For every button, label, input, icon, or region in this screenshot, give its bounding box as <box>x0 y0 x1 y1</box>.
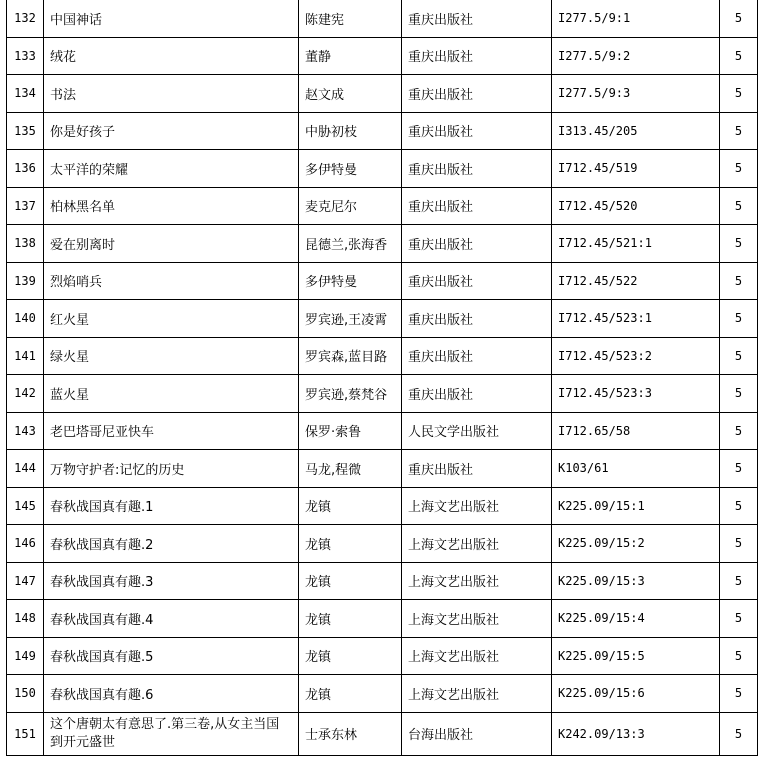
book-author: 董静 <box>299 37 402 75</box>
row-number: 141 <box>7 337 44 375</box>
book-publisher: 上海文艺出版社 <box>402 487 552 525</box>
row-number: 144 <box>7 450 44 488</box>
table-row <box>7 375 758 413</box>
book-publisher: 台海出版社 <box>402 712 552 755</box>
book-publisher: 重庆出版社 <box>402 225 552 263</box>
table-row <box>7 637 758 675</box>
row-number: 137 <box>7 187 44 225</box>
book-author: 士承东林 <box>299 712 402 755</box>
call-number: K225.09/15:3 <box>552 562 720 600</box>
book-publisher: 重庆出版社 <box>402 300 552 338</box>
call-number: K225.09/15:2 <box>552 525 720 563</box>
call-number: K242.09/13:3 <box>552 712 720 755</box>
book-title: 书法 <box>44 75 299 113</box>
book-publisher: 重庆出版社 <box>402 337 552 375</box>
book-publisher: 重庆出版社 <box>402 187 552 225</box>
book-publisher: 重庆出版社 <box>402 375 552 413</box>
call-number: K225.09/15:6 <box>552 675 720 713</box>
book-title: 中国神话 <box>44 0 299 37</box>
book-list-table <box>6 0 758 756</box>
book-author: 龙镇 <box>299 525 402 563</box>
table-row <box>7 75 758 113</box>
table-row <box>7 525 758 563</box>
book-publisher: 重庆出版社 <box>402 0 552 37</box>
table-row <box>7 675 758 713</box>
row-number: 136 <box>7 150 44 188</box>
book-list-body <box>7 0 758 755</box>
book-title: 万物守护者:记忆的历史 <box>44 450 299 488</box>
call-number: I712.45/521:1 <box>552 225 720 263</box>
copy-count: 5 <box>720 187 758 225</box>
copy-count: 5 <box>720 75 758 113</box>
book-title: 春秋战国真有趣.2 <box>44 525 299 563</box>
book-author: 多伊特曼 <box>299 262 402 300</box>
table-row <box>7 712 758 755</box>
table-row <box>7 37 758 75</box>
book-title: 红火星 <box>44 300 299 338</box>
book-author: 龙镇 <box>299 675 402 713</box>
book-author: 马龙,程微 <box>299 450 402 488</box>
book-title: 春秋战国真有趣.1 <box>44 487 299 525</box>
book-publisher: 重庆出版社 <box>402 150 552 188</box>
book-title: 蓝火星 <box>44 375 299 413</box>
book-title: 春秋战国真有趣.5 <box>44 637 299 675</box>
copy-count: 5 <box>720 300 758 338</box>
copy-count: 5 <box>720 637 758 675</box>
copy-count: 5 <box>720 562 758 600</box>
book-publisher: 人民文学出版社 <box>402 412 552 450</box>
book-publisher: 重庆出版社 <box>402 262 552 300</box>
book-author: 龙镇 <box>299 637 402 675</box>
copy-count: 5 <box>720 525 758 563</box>
book-publisher: 重庆出版社 <box>402 450 552 488</box>
book-title: 柏林黑名单 <box>44 187 299 225</box>
call-number: I712.45/523:1 <box>552 300 720 338</box>
book-author: 陈建宪 <box>299 0 402 37</box>
book-author: 昆德兰,张海香 <box>299 225 402 263</box>
row-number: 145 <box>7 487 44 525</box>
book-title: 绿火星 <box>44 337 299 375</box>
row-number: 135 <box>7 112 44 150</box>
book-title: 春秋战国真有趣.6 <box>44 675 299 713</box>
copy-count: 5 <box>720 112 758 150</box>
book-author: 罗宾逊,王凌霄 <box>299 300 402 338</box>
book-title: 老巴塔哥尼亚快车 <box>44 412 299 450</box>
row-number: 142 <box>7 375 44 413</box>
book-author: 保罗·索鲁 <box>299 412 402 450</box>
book-author: 龙镇 <box>299 562 402 600</box>
copy-count: 5 <box>720 712 758 755</box>
book-publisher: 重庆出版社 <box>402 112 552 150</box>
call-number: K103/61 <box>552 450 720 488</box>
book-author: 龙镇 <box>299 487 402 525</box>
row-number: 146 <box>7 525 44 563</box>
call-number: I712.45/522 <box>552 262 720 300</box>
copy-count: 5 <box>720 600 758 638</box>
call-number: I277.5/9:3 <box>552 75 720 113</box>
book-title: 这个唐朝太有意思了.第三卷,从女主当国到开元盛世 <box>44 712 299 755</box>
copy-count: 5 <box>720 225 758 263</box>
row-number: 133 <box>7 37 44 75</box>
book-title: 绒花 <box>44 37 299 75</box>
book-title: 春秋战国真有趣.4 <box>44 600 299 638</box>
book-publisher: 上海文艺出版社 <box>402 600 552 638</box>
table-row <box>7 562 758 600</box>
call-number: I277.5/9:1 <box>552 0 720 37</box>
call-number: K225.09/15:5 <box>552 637 720 675</box>
table-row <box>7 337 758 375</box>
row-number: 147 <box>7 562 44 600</box>
table-row <box>7 112 758 150</box>
book-title: 你是好孩子 <box>44 112 299 150</box>
copy-count: 5 <box>720 337 758 375</box>
row-number: 138 <box>7 225 44 263</box>
call-number: I712.45/523:2 <box>552 337 720 375</box>
row-number: 140 <box>7 300 44 338</box>
table-row <box>7 412 758 450</box>
row-number: 132 <box>7 0 44 37</box>
book-author: 中胁初枝 <box>299 112 402 150</box>
book-publisher: 重庆出版社 <box>402 75 552 113</box>
copy-count: 5 <box>720 675 758 713</box>
table-row <box>7 225 758 263</box>
table-row <box>7 487 758 525</box>
row-number: 143 <box>7 412 44 450</box>
copy-count: 5 <box>720 0 758 37</box>
row-number: 134 <box>7 75 44 113</box>
call-number: I712.65/58 <box>552 412 720 450</box>
row-number: 148 <box>7 600 44 638</box>
book-author: 罗宾逊,蔡梵谷 <box>299 375 402 413</box>
book-author: 龙镇 <box>299 600 402 638</box>
table-row <box>7 150 758 188</box>
call-number: I712.45/519 <box>552 150 720 188</box>
copy-count: 5 <box>720 150 758 188</box>
book-publisher: 上海文艺出版社 <box>402 562 552 600</box>
book-publisher: 上海文艺出版社 <box>402 675 552 713</box>
call-number: K225.09/15:4 <box>552 600 720 638</box>
book-title: 太平洋的荣耀 <box>44 150 299 188</box>
copy-count: 5 <box>720 487 758 525</box>
copy-count: 5 <box>720 37 758 75</box>
table-row <box>7 262 758 300</box>
call-number: I712.45/523:3 <box>552 375 720 413</box>
book-publisher: 上海文艺出版社 <box>402 637 552 675</box>
copy-count: 5 <box>720 450 758 488</box>
book-author: 麦克尼尔 <box>299 187 402 225</box>
book-author: 罗宾森,蓝目路 <box>299 337 402 375</box>
copy-count: 5 <box>720 375 758 413</box>
call-number: I313.45/205 <box>552 112 720 150</box>
book-title: 烈焰哨兵 <box>44 262 299 300</box>
book-author: 多伊特曼 <box>299 150 402 188</box>
row-number: 149 <box>7 637 44 675</box>
call-number: K225.09/15:1 <box>552 487 720 525</box>
table-row <box>7 0 758 37</box>
row-number: 150 <box>7 675 44 713</box>
book-publisher: 重庆出版社 <box>402 37 552 75</box>
book-title: 春秋战国真有趣.3 <box>44 562 299 600</box>
call-number: I277.5/9:2 <box>552 37 720 75</box>
book-publisher: 上海文艺出版社 <box>402 525 552 563</box>
copy-count: 5 <box>720 262 758 300</box>
call-number: I712.45/520 <box>552 187 720 225</box>
row-number: 139 <box>7 262 44 300</box>
table-row <box>7 450 758 488</box>
table-row <box>7 187 758 225</box>
table-row <box>7 600 758 638</box>
book-title: 爱在别离时 <box>44 225 299 263</box>
row-number: 151 <box>7 712 44 755</box>
copy-count: 5 <box>720 412 758 450</box>
book-author: 赵文成 <box>299 75 402 113</box>
table-row <box>7 300 758 338</box>
